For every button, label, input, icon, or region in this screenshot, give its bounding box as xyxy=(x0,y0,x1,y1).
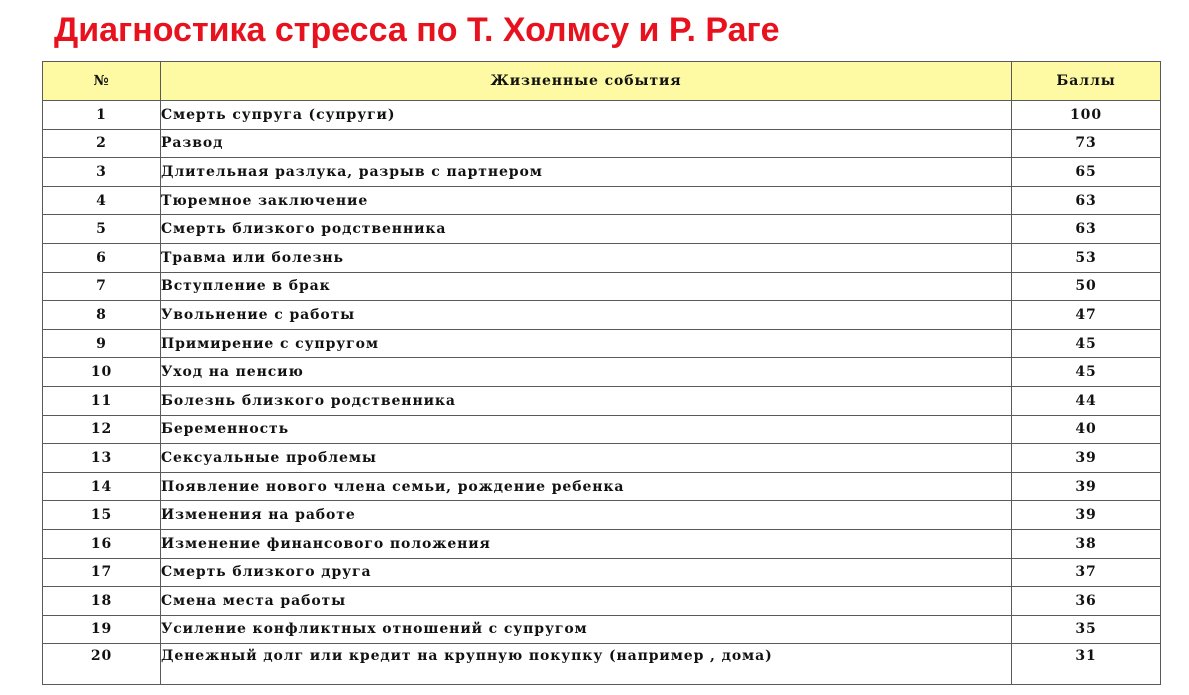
row-number: 18 xyxy=(43,587,161,616)
row-number: 3 xyxy=(43,158,161,187)
table-row xyxy=(43,587,1161,616)
row-score: 44 xyxy=(1012,386,1161,415)
row-score: 45 xyxy=(1012,358,1161,387)
row-score: 39 xyxy=(1012,472,1161,501)
column-header-event: Жизненные события xyxy=(161,62,1012,101)
row-score: 53 xyxy=(1012,243,1161,272)
row-score: 65 xyxy=(1012,158,1161,187)
row-score: 31 xyxy=(1012,644,1161,685)
row-event: Примирение с супругом xyxy=(161,329,1012,358)
row-score: 63 xyxy=(1012,186,1161,215)
row-number: 13 xyxy=(43,444,161,473)
table-row xyxy=(43,243,1161,272)
row-score: 100 xyxy=(1012,101,1161,130)
row-score: 63 xyxy=(1012,215,1161,244)
table-row xyxy=(43,644,1161,685)
row-score: 37 xyxy=(1012,558,1161,587)
row-number: 4 xyxy=(43,186,161,215)
table-row xyxy=(43,329,1161,358)
row-score: 38 xyxy=(1012,529,1161,558)
table-row xyxy=(43,101,1161,130)
row-event: Травма или болезнь xyxy=(161,243,1012,272)
row-event: Изменения на работе xyxy=(161,501,1012,530)
table-row xyxy=(43,444,1161,473)
table-row xyxy=(43,301,1161,330)
row-number: 12 xyxy=(43,415,161,444)
row-number: 8 xyxy=(43,301,161,330)
row-number: 2 xyxy=(43,129,161,158)
stress-events-table xyxy=(42,61,1161,685)
row-event: Усиление конфликтных отношений с супругом xyxy=(161,615,1012,644)
row-score: 47 xyxy=(1012,301,1161,330)
table-row xyxy=(43,186,1161,215)
table-row xyxy=(43,529,1161,558)
table-header-row xyxy=(43,62,1161,101)
row-number: 10 xyxy=(43,358,161,387)
row-event: Развод xyxy=(161,129,1012,158)
table-row xyxy=(43,215,1161,244)
row-event: Болезнь близкого родственника xyxy=(161,386,1012,415)
row-event: Смерть близкого родственника xyxy=(161,215,1012,244)
row-number: 7 xyxy=(43,272,161,301)
row-event: Изменение финансового положения xyxy=(161,529,1012,558)
column-header-number: № xyxy=(43,62,161,101)
row-event: Длительная разлука, разрыв с партнером xyxy=(161,158,1012,187)
row-event: Смерть близкого друга xyxy=(161,558,1012,587)
row-score: 35 xyxy=(1012,615,1161,644)
row-score: 39 xyxy=(1012,501,1161,530)
table-row xyxy=(43,272,1161,301)
column-header-score: Баллы xyxy=(1012,62,1161,101)
row-event: Тюремное заключение xyxy=(161,186,1012,215)
row-event: Смена места работы xyxy=(161,587,1012,616)
row-score: 45 xyxy=(1012,329,1161,358)
row-number: 19 xyxy=(43,615,161,644)
table-row xyxy=(43,386,1161,415)
row-event: Появление нового члена семьи, рождение ребенка xyxy=(161,472,1012,501)
row-number: 14 xyxy=(43,472,161,501)
table-row xyxy=(43,358,1161,387)
row-number: 1 xyxy=(43,101,161,130)
table-row xyxy=(43,558,1161,587)
row-number: 6 xyxy=(43,243,161,272)
row-event: Увольнение с работы xyxy=(161,301,1012,330)
row-score: 50 xyxy=(1012,272,1161,301)
row-number: 17 xyxy=(43,558,161,587)
row-number: 9 xyxy=(43,329,161,358)
row-event: Денежный долг или кредит на крупную покупку (например , дома) xyxy=(161,644,1012,685)
row-number: 16 xyxy=(43,529,161,558)
row-event: Уход на пенсию xyxy=(161,358,1012,387)
row-number: 20 xyxy=(43,644,161,685)
row-event: Смерть супруга (супруги) xyxy=(161,101,1012,130)
table-row xyxy=(43,158,1161,187)
row-score: 40 xyxy=(1012,415,1161,444)
table-row xyxy=(43,501,1161,530)
row-score: 39 xyxy=(1012,444,1161,473)
row-score: 36 xyxy=(1012,587,1161,616)
row-number: 11 xyxy=(43,386,161,415)
table-row xyxy=(43,615,1161,644)
row-number: 5 xyxy=(43,215,161,244)
row-event: Беременность xyxy=(161,415,1012,444)
table-row xyxy=(43,415,1161,444)
page-title: Диагностика стресса по Т. Холмсу и Р. Раге xyxy=(54,11,780,49)
row-number: 15 xyxy=(43,501,161,530)
row-event: Вступление в брак xyxy=(161,272,1012,301)
row-score: 73 xyxy=(1012,129,1161,158)
table-row xyxy=(43,129,1161,158)
table-row xyxy=(43,472,1161,501)
row-event: Сексуальные проблемы xyxy=(161,444,1012,473)
